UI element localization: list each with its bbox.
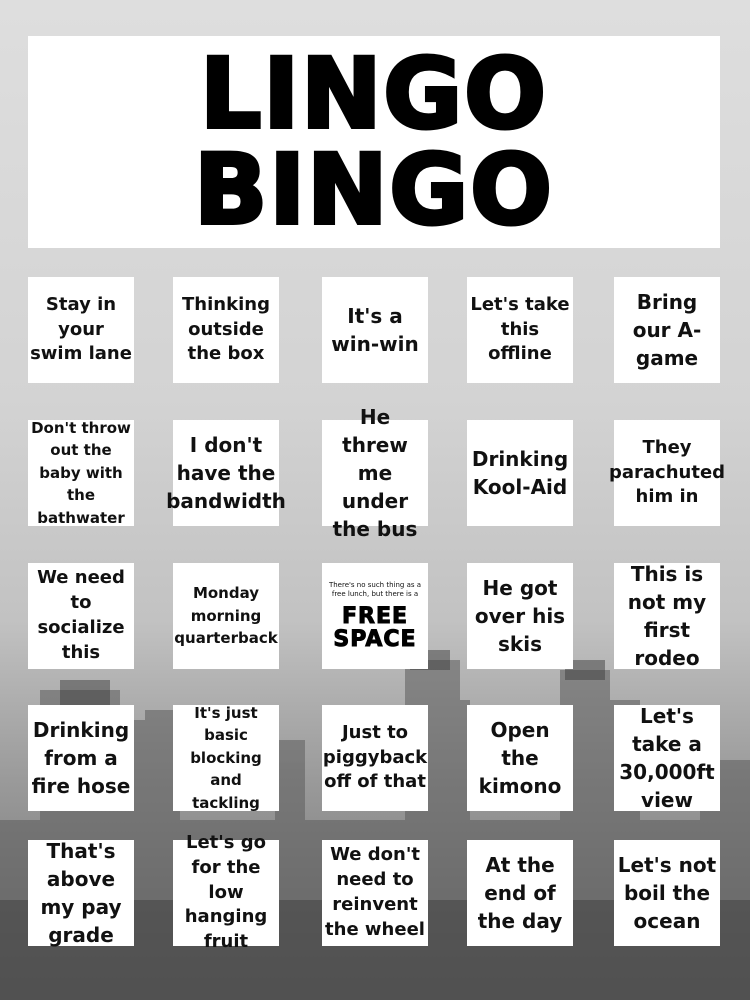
bingo-cell-text: That's above my pay grade xyxy=(40,839,122,947)
free-space-word-2: SPACE xyxy=(333,627,417,653)
bingo-cell-text: Monday morning quarterback xyxy=(174,584,278,648)
bingo-cell[interactable] xyxy=(28,840,134,946)
bingo-cell-text: I don't have the bandwidth xyxy=(166,433,286,513)
bingo-cell[interactable] xyxy=(28,563,134,669)
bingo-cell[interactable] xyxy=(467,420,573,526)
bingo-cell[interactable] xyxy=(173,277,279,383)
bingo-cell[interactable] xyxy=(608,420,726,526)
bingo-cell[interactable] xyxy=(322,277,428,383)
bingo-cell-text: It's just basic blocking and tackling xyxy=(190,703,262,812)
bingo-cell[interactable] xyxy=(614,277,720,383)
bingo-cell[interactable] xyxy=(467,840,573,946)
bingo-cell[interactable] xyxy=(614,840,720,946)
bingo-cell[interactable] xyxy=(467,705,573,811)
bingo-cell[interactable] xyxy=(173,705,279,811)
bingo-cell-text: Open the kimono xyxy=(478,718,562,798)
bingo-cell[interactable] xyxy=(614,563,720,669)
bingo-cell-text: He threw me under the bus xyxy=(332,405,418,541)
bingo-cell[interactable] xyxy=(166,420,286,526)
bingo-cell[interactable] xyxy=(28,277,134,383)
bingo-cell-text: We need to socialize this xyxy=(37,567,125,663)
bingo-cell-text: This is not my first rodeo xyxy=(627,562,707,670)
title-line-1: LINGO xyxy=(200,38,548,150)
bingo-cell[interactable] xyxy=(467,563,573,669)
bingo-cell-text: Bring our A-game xyxy=(632,290,702,370)
bingo-cell-text: Stay in your swim lane xyxy=(30,293,132,365)
bingo-cell[interactable] xyxy=(28,420,134,526)
bingo-cell[interactable] xyxy=(173,831,279,953)
bingo-cell[interactable] xyxy=(28,705,134,811)
bingo-cell-text: Thinking outside the box xyxy=(182,293,270,365)
free-space-caption: There's no such thing as a free lunch, but there is a xyxy=(328,580,422,598)
bingo-cell-text: Drinking Kool-Aid xyxy=(471,447,569,499)
title-line-2: BINGO xyxy=(194,134,554,246)
free-space-cell[interactable] xyxy=(322,563,428,669)
bingo-cell-text: Let's take this offline xyxy=(470,293,570,365)
free-space-word-1: FREE xyxy=(341,604,409,629)
bingo-cell[interactable] xyxy=(322,840,428,946)
bingo-cell[interactable] xyxy=(467,277,573,383)
bingo-cell-text: We don't need to reinvent the wheel xyxy=(325,844,425,940)
bingo-cell-text: Drinking from a fire hose xyxy=(31,718,131,798)
bingo-cell[interactable] xyxy=(173,563,279,669)
bingo-cell-text: They parachuted him in xyxy=(608,436,726,508)
title-banner xyxy=(28,36,720,248)
bingo-cell[interactable] xyxy=(614,705,720,811)
bingo-cell[interactable] xyxy=(322,405,428,541)
bingo-cell-text: At the end of the day xyxy=(477,853,563,933)
bingo-cell-text: He got over his skis xyxy=(474,576,566,656)
bingo-cell[interactable] xyxy=(322,705,428,811)
bingo-cell-text: Let's go for the low hanging fruit xyxy=(184,831,268,953)
bingo-cell-text: Let's take a 30,000ft view xyxy=(619,704,715,812)
bingo-cell-text: Let's not boil the ocean xyxy=(617,853,717,933)
bingo-cell-text: Just to piggyback off of that xyxy=(322,721,428,793)
bingo-cell-text: Don't throw out the baby with the bathwater xyxy=(31,418,131,527)
bingo-cell-text: It's a win-win xyxy=(331,304,419,356)
